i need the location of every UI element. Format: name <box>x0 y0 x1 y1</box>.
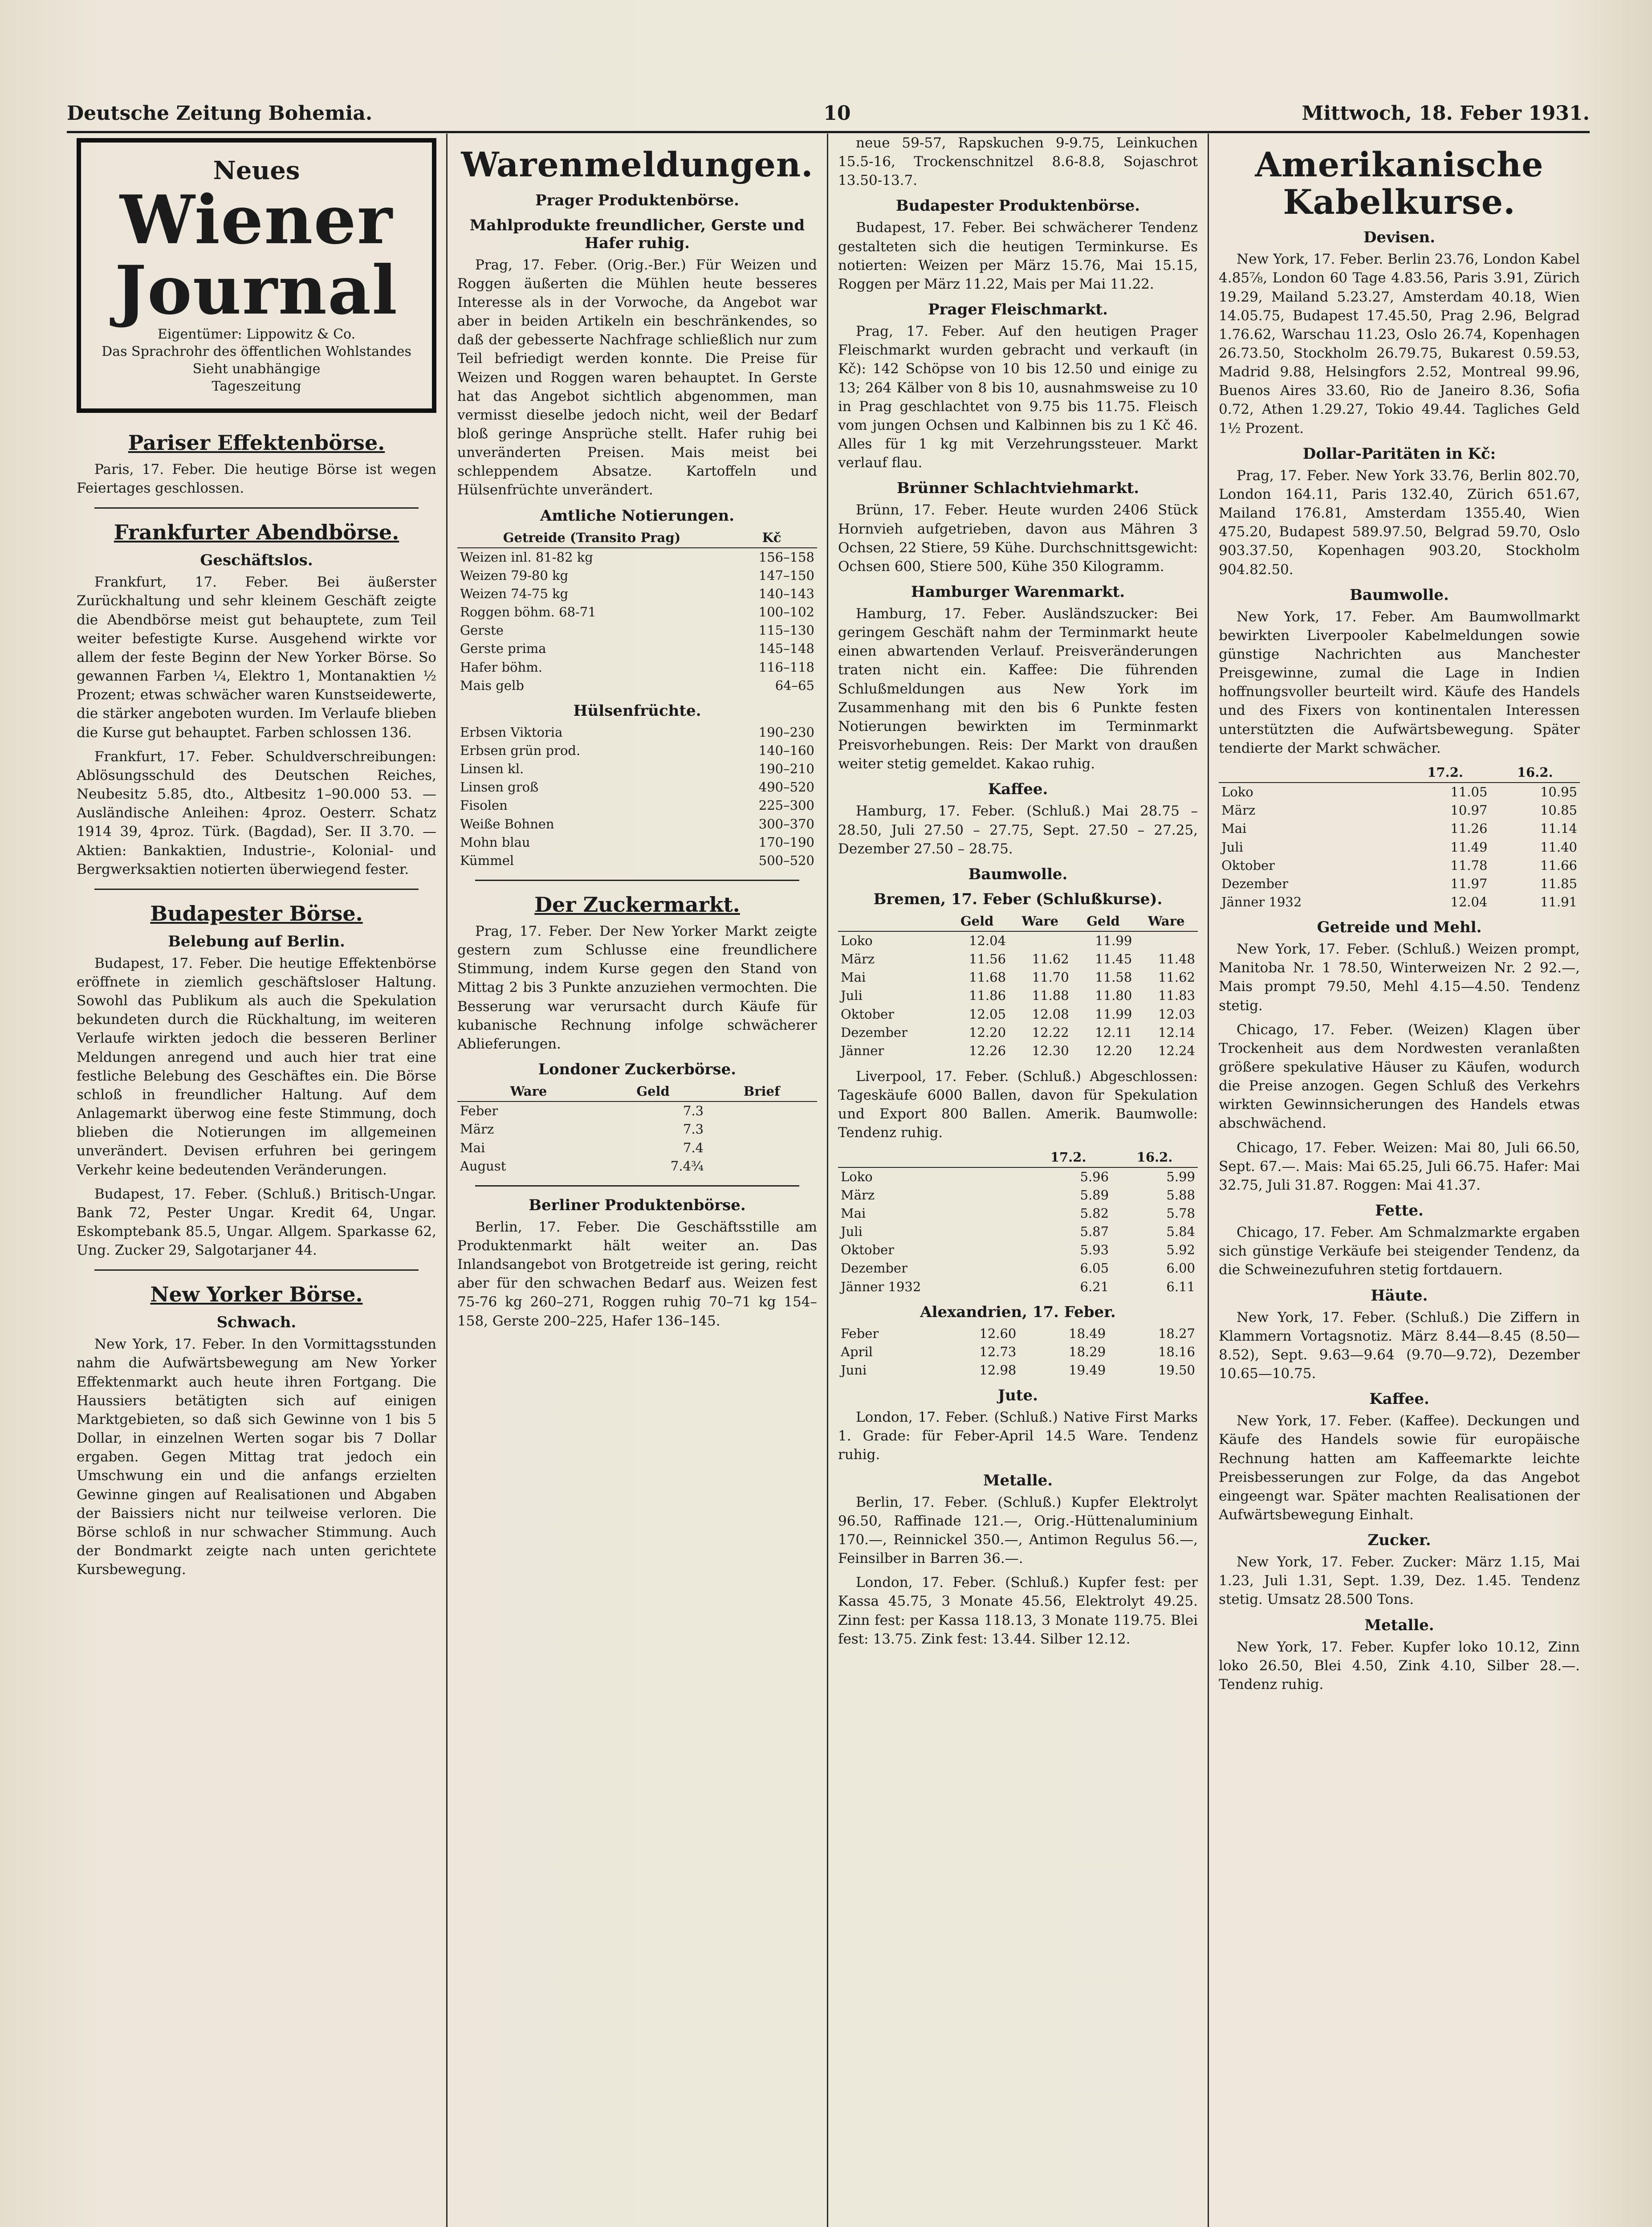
subheading: Bremen, 17. Feber (Schlußkurse). <box>873 890 1163 908</box>
article-text: Berlin, 17. Feber. (Schluß.) Kupfer Elektrolyt 96.50, Raffinade 121.—, Orig.-Hüttenaluminium 170.—, Reinnickel 350.—, Antimon Regulus 56.—, Feinsilber in Barren 36.—. <box>838 1494 1198 1567</box>
table-cell: 18.27 <box>1158 1326 1195 1341</box>
section-heading: Brünner Schlachtviehmarkt. <box>896 479 1139 498</box>
article-text: New York, 17. Feber. Am Baumwollmarkt bewirkten Liverpooler Kabelmeldungen sowie günstige Nachrichten aus Manchester Preisgewinne, zumal die Lage in Indien hoffnungsvoller beurteilt wird. Käufe des Handels und des Fixers von kontinentalen Interessen unterstützten die Aufwärtsbewegung. Später tendierte der Markt schwächer. <box>1219 608 1580 756</box>
table-cell: Loko <box>1221 784 1253 800</box>
table-row <box>1219 783 1580 801</box>
table-header: Brief <box>706 1082 817 1101</box>
table-cell: 500–520 <box>758 852 814 868</box>
table-cell: 170–190 <box>758 834 814 850</box>
column-1 <box>67 134 448 2227</box>
section-heading: Prager Fleischmarkt. <box>928 301 1108 319</box>
article-text: Frankfurt, 17. Feber. Schuldverschreibungen: Ablösungsschuld des Deutschen Reiches, Neubesitz 5.85, dto., Altbesitz 1–90.000 53. — Ausländische Anleihen: 4proz. Oesterr. Schatz 1914 39, 4proz. Türk. (Bagdad), Ser. II 3.70. — Aktien: Bankaktien, Industrie-, Kolonial- und Bergwerksaktien notierten überwiegend fester. <box>77 748 436 877</box>
table-cell: Oktober <box>841 1006 895 1022</box>
table-header: Kč <box>726 528 817 548</box>
article-text: Berlin, 17. Feber. Die Geschäftsstille am Produktenmarkt hält weiter an. Das Inlandsangebot von Brotgetreide ist gering, reicht aber für den schwachen Bedarf aus. Weizen fest 75-76 kg 260–271, Roggen ruhig 70–71 kg 154–158, Gerste 200–225, Hafer 136–145. <box>457 1219 817 1329</box>
table-cell: Erbsen grün prod. <box>460 743 581 759</box>
table-cell: Gerste prima <box>460 641 546 657</box>
table-cell: Erbsen Viktoria <box>460 724 563 740</box>
liverpool-rows <box>838 1167 1198 1296</box>
wiener-journal-ad <box>77 138 436 413</box>
header-page-number: 10 <box>823 102 851 125</box>
section-heading: Jute. <box>998 1387 1038 1405</box>
table-header: Ware <box>1009 912 1072 931</box>
section-heading: Kaffee. <box>988 780 1048 799</box>
section-heading: Der Zuckermarkt. <box>534 893 740 917</box>
section-heading: Prager Produktenbörse. <box>535 191 739 209</box>
table-cell: Linsen kl. <box>460 761 524 777</box>
table-row <box>457 621 817 640</box>
table-row <box>838 1042 1198 1060</box>
table-row <box>1219 838 1580 857</box>
table-row <box>457 1157 817 1175</box>
table-header <box>838 1148 1025 1167</box>
table-cell: 11.99 <box>1095 933 1132 948</box>
table-row <box>838 1005 1198 1024</box>
table-cell: Jänner 1932 <box>841 1279 921 1294</box>
table-cell: 12.30 <box>1032 1043 1069 1058</box>
table-cell: 11.83 <box>1158 988 1195 1003</box>
table-cell: 18.16 <box>1158 1344 1195 1359</box>
table-header: Getreide (Transito Prag) <box>457 528 726 548</box>
table-row <box>457 778 817 796</box>
legume-table <box>457 723 817 870</box>
table-row <box>457 548 817 567</box>
subheading: Alexandrien, 17. Feber. <box>920 1303 1116 1321</box>
table-cell: 19.50 <box>1158 1362 1195 1378</box>
divider <box>94 889 419 890</box>
table-cell: Mai <box>1221 821 1247 836</box>
article-text: Liverpool, 17. Feber. (Schluß.) Abgeschlossen: Tageskäufe 6000 Ballen, davon für Spekulation und Export 800 Ballen. Amerik. Baumwolle: Tendenz ruhig. <box>838 1068 1198 1141</box>
table-row <box>838 1343 1198 1361</box>
article-text: Hamburg, 17. Feber. (Schluß.) Mai 28.75 – 28.50, Juli 27.50 – 27.75, Sept. 27.50 – 27.25, Dezember 27.50 – 28.75. <box>838 803 1198 857</box>
table-cell <box>1135 931 1198 950</box>
table-cell: 12.60 <box>979 1326 1017 1341</box>
table-row <box>457 1139 817 1157</box>
table-cell: Oktober <box>1221 857 1275 873</box>
section-heading: Budapester Börse. <box>150 901 363 926</box>
subheading: Belebung auf Berlin. <box>168 932 345 950</box>
liverpool-table <box>838 1148 1198 1296</box>
table-header: 16.2. <box>1490 763 1580 783</box>
table-row <box>838 1241 1198 1259</box>
table-cell: 7.3 <box>683 1122 704 1137</box>
table-row <box>1219 820 1580 838</box>
table-cell: 10.95 <box>1540 784 1577 800</box>
ad-title: Wiener Journal <box>114 181 399 330</box>
table-cell: 140–143 <box>758 586 814 602</box>
section-heading: Berliner Produktenbörse. <box>529 1196 746 1214</box>
table-cell: 115–130 <box>758 623 814 638</box>
article-text: Prag, 17. Feber. (Orig.-Ber.) Für Weizen und Roggen äußerten die Mühlen heute besseres Interesse als in der Vorwoche, da Angebot war aber in beiden Artikeln ein beschränkendes, so daß der gebesserte Nachfrage schließlich nur zum Teil befriedigt werden konnte. Die Preise für Weizen und Roggen waren behauptet. In Gerste hat das Angebot sichtlich abgenommen, man vermisst dieselbe jedoch nicht, weil der Bedarf bloß geringe Ansprüche stellt. Hafer ruhig bei unveränderten Preisen. Mais meist bei schleppendem Absatze. Kartoffeln und Hülsenfrüchte unverändert. <box>457 257 817 498</box>
article-text: New York, 17. Feber. (Schluß.) Weizen prompt, Manitoba Nr. 1 78.50, Winterweizen Nr. 2 92.—, Mais prompt 79.50, Mehl 4.15—4.50. Tendenz stetig. <box>1219 941 1580 1014</box>
table-row <box>457 658 817 677</box>
column-title: Amerikanische Kabelkurse. <box>1255 145 1544 222</box>
section-heading: Zucker. <box>1367 1531 1431 1550</box>
table-cell: 10.85 <box>1540 803 1577 818</box>
table-cell: 11.26 <box>1450 821 1488 836</box>
article-text: New York, 17. Feber. Kupfer loko 10.12, Zinn loko 26.50, Blei 4.50, Zink 4.10, Silber 28.—. Tendenz ruhig. <box>1219 1639 1580 1693</box>
table-cell: 7.3 <box>683 1103 704 1119</box>
table-header: Geld <box>600 1082 706 1101</box>
cotton-rows <box>1219 783 1580 911</box>
table-cell: 11.97 <box>1450 876 1488 891</box>
table-header: Geld <box>945 912 1009 931</box>
table-cell: 11.70 <box>1032 970 1069 985</box>
table-cell: 11.58 <box>1095 970 1132 985</box>
table-cell: 147–150 <box>758 567 814 583</box>
table-cell: 140–160 <box>758 743 814 759</box>
article-text: Prag, 17. Feber. Auf den heutigen Prager Fleischmarkt wurden gebracht und verkauft (in Kč): 142 Schöpse von 10 bis 12.50 und einige zu 13; 264 Kälber von 8 bis 10, ausnahmsweise zu 10 in Prag geschlachtet von 9.75 bis 11.75. Fleisch vom jungen Ochsen und Kalbinnen bis zu 1 Kč 46. Alles für 1 kg mit Verzehrungssteuer. Markt verlauf flau. <box>838 323 1198 471</box>
subheading: Schwach. <box>216 1313 297 1332</box>
column-2 <box>448 134 828 2227</box>
ad-line: Das Sprachrohr des öffentlichen Wohlstandes <box>102 344 411 359</box>
divider <box>94 1269 419 1271</box>
table-cell: 12.22 <box>1032 1024 1069 1040</box>
table-row <box>1219 857 1580 875</box>
table-row <box>838 1259 1198 1277</box>
table-cell: Jänner 1932 <box>1221 894 1302 910</box>
article-text: Hamburg, 17. Feber. Ausländszucker: Bei geringem Geschäft nahm der Terminmarkt heute einen abwartenden Verlauf. Preisveränderungen traten nicht ein. Kaffee: Die führenden Schlußmeldungen aus New York im Zusammenhang mit den bis 6 Punkte festen Notierungen bewirkten im Terminmarkt Preisvorhebungen. Reis: Der Markt von draußen weiter stetig gemeldet. Kakao ruhig. <box>838 605 1198 772</box>
ad-line: Sieht unabhängige <box>192 361 321 377</box>
table-cell: Feber <box>460 1103 498 1119</box>
table-row <box>838 1361 1198 1379</box>
table-row <box>457 742 817 760</box>
table-cell <box>706 1157 817 1175</box>
table-cell: 5.82 <box>1080 1206 1109 1221</box>
column-4 <box>1209 134 1590 2227</box>
legume-rows <box>457 723 817 870</box>
table-cell: 11.78 <box>1450 857 1488 873</box>
table-cell: 190–230 <box>758 724 814 740</box>
table-cell: Gerste <box>460 623 504 638</box>
table-cell: 156–158 <box>758 549 814 565</box>
table-cell: 5.93 <box>1080 1242 1109 1258</box>
section-heading: Budapester Produktenbörse. <box>895 197 1140 215</box>
article-text: Brünn, 17. Feber. Heute wurden 2406 Stück Hornvieh aufgetrieben, davon aus Mähren 3 Ochsen, 22 Stiere, 59 Kühe. Durchschnittsgewicht: Ochsen 600, Stiere 500, Kühe 350 Kilogramm. <box>838 502 1198 575</box>
table-cell: 18.29 <box>1069 1344 1106 1359</box>
article-text: Chicago, 17. Feber. (Weizen) Klagen über Trockenheit aus dem Nordwesten veranlaßten größere spekulative Häuser zu Käufen, wodurch die Preise anzogen. Gegen Schluß des Verkehrs wirkten Gewinnsicherungen des Handels etwas abschwächend. <box>1219 1021 1580 1132</box>
table-cell: Fisolen <box>460 798 508 813</box>
table-cell: 5.84 <box>1166 1224 1195 1240</box>
table-cell: Dezember <box>841 1024 907 1040</box>
article-text: Budapest, 17. Feber. Bei schwächerer Tendenz gestalteten sich die heutigen Terminkurse. Es notierten: Weizen per März 15.76, Mai 15.15, Roggen per März 11.22, Mais per Mai 11.22. <box>838 220 1198 292</box>
table-cell: Weizen 79-80 kg <box>460 567 569 583</box>
table-cell: Oktober <box>841 1242 895 1258</box>
table-cell: Feber <box>841 1326 879 1341</box>
table-cell: Linsen groß <box>460 779 539 795</box>
table-cell: 5.96 <box>1080 1169 1109 1184</box>
table-row <box>838 1278 1198 1296</box>
column-3 <box>828 134 1209 2227</box>
table-cell: Jänner <box>841 1043 884 1058</box>
article-text: London, 17. Feber. (Schluß.) Native First Marks 1. Grade: für Feber-April 14.5 Ware. Tendenz ruhig. <box>838 1409 1198 1463</box>
section-heading: Getreide und Mehl. <box>1317 918 1482 937</box>
table-cell: 5.99 <box>1166 1169 1195 1184</box>
table-header: 17.2. <box>1025 1148 1111 1167</box>
table-cell: Mais gelb <box>460 677 524 693</box>
table-header <box>838 912 945 931</box>
table-row <box>838 1325 1198 1343</box>
table-cell: 5.78 <box>1166 1206 1195 1221</box>
section-heading: Metalle. <box>983 1471 1053 1489</box>
section-heading: Devisen. <box>1363 228 1436 247</box>
table-cell: 11.62 <box>1032 951 1069 967</box>
columns <box>67 134 1590 2227</box>
table-row <box>838 1024 1198 1042</box>
table-cell: Mai <box>460 1140 485 1155</box>
table-row <box>1219 875 1580 893</box>
table-row <box>457 833 817 852</box>
table-cell: 11.99 <box>1095 1006 1132 1022</box>
article-text: London, 17. Feber. (Schluß.) Kupfer fest: per Kassa 45.75, 3 Monate 45.56, Elektrolyt 49.25. Zinn fest: per Kassa 118.13, 3 Monate 119.75. Blei fest: 13.75. Zink fest: 13.44. Silber 12.12. <box>838 1574 1198 1647</box>
table-cell: 12.05 <box>969 1006 1006 1022</box>
table-cell <box>706 1139 817 1157</box>
section-heading: Pariser Effektenbörse. <box>128 431 385 455</box>
table-row <box>457 1101 817 1120</box>
table-cell: Juli <box>841 988 863 1003</box>
table-cell <box>1009 931 1072 950</box>
table-cell: Juni <box>841 1362 867 1378</box>
table-row <box>838 1186 1198 1204</box>
table-cell: 12.04 <box>969 933 1006 948</box>
table-cell: März <box>841 951 875 967</box>
london-rows <box>457 1101 817 1175</box>
table-cell: Dezember <box>1221 876 1288 891</box>
table-cell: 7.4 <box>683 1140 704 1155</box>
ad-line: Tageszeitung <box>212 379 301 394</box>
table-header: 16.2. <box>1111 1148 1198 1167</box>
table-row <box>457 852 817 870</box>
article-text: Budapest, 17. Feber. (Schluß.) Britisch-Ungar. Bank 72, Pester Ungar. Kredit 64, Ungar. Eskomptebank 85.5, Ungar. Allgem. Sparkasse 62, Ung. Zucker 29, Salgotarjaner 44. <box>77 1186 436 1259</box>
table-cell: 12.20 <box>1095 1043 1132 1058</box>
table-cell: Hafer böhm. <box>460 659 542 675</box>
divider <box>94 507 419 509</box>
table-row <box>838 931 1198 950</box>
table-cell: 300–370 <box>758 816 814 832</box>
table-cell: 11.05 <box>1450 784 1488 800</box>
article-text: Budapest, 17. Feber. Die heutige Effektenbörse eröffnete in ziemlich geschäftsloser Haltung. Sowohl das Publikum als auch die Spekulation bekundeten durch die Rückhaltung, im weiteren Verlaufe wirkten jedoch die besseren Berliner Meldungen anregend und auch hier trat eine festliche Belebung des Geschäftes ein. Die Börse schloß in freundlicher Haltung. Auf dem Anlagemarkt überwog eine feste Stimmung, doch blieben die Notierungen im allgemeinen unverändert. Devisen erfuhren bei geringem Verkehr keine bedeutenden Veränderungen. <box>77 955 436 1178</box>
table-cell: August <box>460 1158 506 1174</box>
ad-owner: Eigentümer: Lippowitz & Co. <box>157 326 356 342</box>
table-cell: 12.08 <box>1032 1006 1069 1022</box>
table-cell: 11.80 <box>1095 988 1132 1003</box>
alexandria-rows <box>838 1325 1198 1379</box>
table-cell: 12.24 <box>1158 1043 1195 1058</box>
table-cell: Weiße Bohnen <box>460 816 554 832</box>
table-row <box>457 585 817 603</box>
table-cell: 12.11 <box>1095 1024 1132 1040</box>
section-heading: Häute. <box>1371 1286 1428 1305</box>
section-heading: Dollar-Paritäten in Kč: <box>1302 445 1496 463</box>
table-cell: März <box>460 1122 494 1137</box>
table-cell: Weizen inl. 81-82 kg <box>460 549 593 565</box>
table-cell: 12.04 <box>1450 894 1488 910</box>
table-cell: Juli <box>1221 839 1243 855</box>
table-row <box>838 987 1198 1005</box>
section-heading: Londoner Zuckerbörse. <box>538 1060 736 1079</box>
table-cell: 11.88 <box>1032 988 1069 1003</box>
table-header: Ware <box>457 1082 600 1101</box>
header-newspaper-name: Deutsche Zeitung Bohemia. <box>67 102 373 125</box>
table-row <box>838 968 1198 987</box>
table-row <box>838 950 1198 968</box>
section-heading: Kaffee. <box>1369 1390 1429 1408</box>
table-header <box>1219 763 1400 783</box>
table-cell: 12.03 <box>1158 1006 1195 1022</box>
table-cell: 11.45 <box>1095 951 1132 967</box>
table-cell: 11.56 <box>969 951 1006 967</box>
table-cell: 11.49 <box>1450 839 1488 855</box>
table-cell: Mohn blau <box>460 834 530 850</box>
table-row <box>457 796 817 815</box>
table-cell: 10.97 <box>1450 803 1488 818</box>
table-row <box>457 677 817 695</box>
table-row <box>838 1204 1198 1223</box>
table-cell: 12.73 <box>979 1344 1017 1359</box>
table-cell: Roggen böhm. 68-71 <box>460 604 596 620</box>
article-text: New York, 17. Feber. Berlin 23.76, London Kabel 4.85⅞, London 60 Tage 4.83.56, Paris 3.91, Zürich 19.29, Mailand 5.23.27, Amsterdam 40.18, Wien 14.05.75, Budapest 17.45.50, Prag 2.96, Belgrad 1.76.62, Warschau 11.23, Oslo 26.74, Kopenhagen 26.73.50, Stockholm 26.79.75, Bukarest 0.59.53, Madrid 9.88, Helsingfors 2.52, Montreal 99.96, Buenos Aires 33.60, Rio de Janeiro 8.36, Sofia 0.72, Athen 1.29.27, Tokio 49.44. Tagliches Geld 1½ Prozent. <box>1219 251 1580 436</box>
grain-table <box>457 528 817 695</box>
article-text: Frankfurt, 17. Feber. Bei äußerster Zurückhaltung und sehr kleinem Geschäft zeigte die Abendbörse meist gut behauptete, zum Teil weiter befestigte Kurse. Ausgehend wirkte vor allem der feste Beginn der New Yorker Börse. So gewannen Farben ¼, Elektro 1, Montanaktien ½ Prozent; etwas schwächer waren Kunstseidewerte, die stärker angeboten wurden. Im Verlaufe blieben die Kurse gut behauptet. Farben schlossen 136. <box>77 574 436 741</box>
table-cell: Loko <box>841 1169 873 1184</box>
table-cell: 12.26 <box>969 1043 1006 1058</box>
table-cell: 18.49 <box>1069 1326 1106 1341</box>
table-cell: 11.62 <box>1158 970 1195 985</box>
section-heading: New Yorker Börse. <box>150 1282 363 1307</box>
article-text: New York, 17. Feber. (Schluß.) Die Ziffern in Klammern Vortagsnotiz. März 8.44—8.45 (8.50—8.52), Sept. 9.63—9.64 (9.70—9.72), Dezember 10.65—10.75. <box>1219 1309 1580 1382</box>
section-heading: Hülsenfrüchte. <box>573 702 701 720</box>
table-cell: 12.14 <box>1158 1024 1195 1040</box>
section-heading: Baumwolle. <box>1350 586 1449 604</box>
table-cell: März <box>841 1187 875 1203</box>
table-cell: 6.11 <box>1166 1279 1195 1294</box>
table-cell: Dezember <box>841 1260 907 1276</box>
divider <box>475 1185 799 1187</box>
table-cell: Kümmel <box>460 852 514 868</box>
table-cell: Mai <box>841 970 866 985</box>
table-cell: 5.88 <box>1166 1187 1195 1203</box>
table-row <box>457 567 817 585</box>
section-heading: Fette. <box>1375 1202 1424 1220</box>
grain-rows <box>457 548 817 695</box>
table-header: Geld <box>1072 912 1135 931</box>
table-cell: 145–148 <box>758 641 814 657</box>
table-cell <box>706 1120 817 1138</box>
section-heading: Hamburger Warenmarkt. <box>911 583 1125 601</box>
table-row <box>457 760 817 778</box>
table-header: Ware <box>1135 912 1198 931</box>
table-cell: 5.89 <box>1080 1187 1109 1203</box>
table-cell: 11.66 <box>1540 857 1577 873</box>
article-text: New York, 17. Feber. In den Vormittagsstunden nahm die Aufwärtsbewegung am New Yorker Effektenmarkt auch heute ihren Fortgang. Die Haussiers betätigten sich auf einigen Marktgebieten, so daß sich Gewinne von 1 bis 5 Dollar, in einzelnen Werten sogar bis 7 Dollar ergaben. Gegen Mittag trat jedoch ein Umschwung ein und die anfangs erzielten Gewinne gingen auf Realisationen und Abgaben der Baissiers nicht nur teilweise verloren. Die Börse schloß in nur schwacher Stimmung. Auch der Bondmarkt zeigte nach unten gerichtete Kursbewegung. <box>77 1336 436 1578</box>
table-row <box>457 1120 817 1138</box>
table-cell: 7.4¾ <box>670 1158 704 1174</box>
table-row <box>1219 893 1580 911</box>
table-cell: 11.68 <box>969 970 1006 985</box>
ad-top: Neues <box>213 156 300 185</box>
table-cell: 116–118 <box>758 659 814 675</box>
table-cell: 11.40 <box>1540 839 1577 855</box>
article-text: Prag, 17. Feber. Der New Yorker Markt zeigte gestern zum Schlusse eine freundlichere Stimmung, indem Kurse gegen den Stand von Mittag 2 bis 3 Punkte anzuziehen vermochten. Die Besserung war verursacht durch Käufe für kubanische Rechnung infolge schwächerer Ablieferungen. <box>457 923 817 1052</box>
table-cell: 190–210 <box>758 761 814 777</box>
section-heading: Baumwolle. <box>968 865 1068 883</box>
table-cell: Juli <box>841 1224 863 1240</box>
table-cell: 6.05 <box>1080 1260 1109 1276</box>
divider <box>475 880 799 881</box>
article-text: New York, 17. Feber. (Kaffee). Deckungen und Käufe des Handels sowie für europäische Rechnung hatten am Kaffeemarkte leichte Preisbesserungen zur Folge, da das Angebot eingeengt war. Später machten Realisationen der Aufwärtsbewegung Einhalt. <box>1219 1413 1580 1523</box>
article-text: Paris, 17. Feber. Die heutige Börse ist wegen Feiertages geschlossen. <box>77 461 436 497</box>
table-cell: 11.91 <box>1540 894 1577 910</box>
table-cell: 12.20 <box>969 1024 1006 1040</box>
table-cell: März <box>1221 803 1256 818</box>
table-cell: Loko <box>841 933 873 948</box>
table-row <box>457 603 817 621</box>
article-text: New York, 17. Feber. Zucker: März 1.15, Mai 1.23, Juli 1.31, Sept. 1.39, Dez. 1.45. Tendenz stetig. Umsatz 28.500 Tons. <box>1219 1554 1580 1608</box>
alexandria-table <box>838 1325 1198 1379</box>
article-text: Chicago, 17. Feber. Am Schmalzmarkte ergaben sich günstige Verkäufe bei steigender Tendenz, da die Schweinezufuhren stetig fortdauern. <box>1219 1224 1580 1278</box>
table-cell: 12.98 <box>979 1362 1017 1378</box>
subheading: Geschäftslos. <box>200 551 313 570</box>
table-cell <box>706 1101 817 1120</box>
table-cell: 100–102 <box>758 604 814 620</box>
section-heading: Amtliche Notierungen. <box>540 506 735 525</box>
table-row <box>838 1223 1198 1241</box>
london-sugar-table <box>457 1082 817 1175</box>
table-cell: April <box>841 1344 873 1359</box>
table-cell: 5.92 <box>1166 1242 1195 1258</box>
bremen-rows <box>838 931 1198 1060</box>
table-cell: 6.00 <box>1166 1260 1195 1276</box>
table-row <box>1219 801 1580 820</box>
cotton-table <box>1219 763 1580 911</box>
table-cell: 11.48 <box>1158 951 1195 967</box>
table-row <box>457 640 817 658</box>
table-cell: 11.86 <box>969 988 1006 1003</box>
table-cell: 6.21 <box>1080 1279 1109 1294</box>
table-cell: 5.87 <box>1080 1224 1109 1240</box>
subheading: Mahlprodukte freundlicher, Gerste und Hafer ruhig. <box>469 216 805 252</box>
section-heading: Metalle. <box>1364 1616 1434 1634</box>
table-row <box>838 1167 1198 1186</box>
table-cell: 64–65 <box>775 677 814 693</box>
article-text: neue 59-57, Rapskuchen 9-9.75, Leinkuchen 15.5-16, Trockenschnitzel 8.6-8.8, Sojaschrot 13.50-13.7. <box>838 135 1198 189</box>
table-header: 17.2. <box>1400 763 1490 783</box>
article-text: Prag, 17. Feber. New York 33.76, Berlin 802.70, London 164.11, Paris 132.40, Zürich 651.67, Mailand 176.81, Amsterdam 1355.40, Wien 475.20, Budapest 589.97.50, Belgrad 59.70, Oslo 903.37.50, Kopenhagen 903.20, Stockholm 904.82.50. <box>1219 467 1580 578</box>
bremen-table <box>838 912 1198 1060</box>
section-heading: Frankfurter Abendbörse. <box>114 520 399 545</box>
table-cell: 490–520 <box>758 779 814 795</box>
column-title: Warenmeldungen. <box>461 145 814 184</box>
table-cell: 19.49 <box>1069 1362 1106 1378</box>
article-text: Chicago, 17. Feber. Weizen: Mai 80, Juli 66.50, Sept. 67.—. Mais: Mai 65.25, Juli 66.75. Hafer: Mai 32.75, Juli 31.87. Roggen: Mai 41.37. <box>1219 1139 1580 1193</box>
table-row <box>457 723 817 742</box>
table-cell: Mai <box>841 1206 866 1221</box>
table-cell: 11.85 <box>1540 876 1577 891</box>
table-cell: 225–300 <box>758 798 814 813</box>
header-date: Mittwoch, 18. Feber 1931. <box>1302 102 1590 125</box>
page-header <box>67 85 1590 133</box>
table-cell: 11.14 <box>1540 821 1577 836</box>
table-cell: Weizen 74-75 kg <box>460 586 569 602</box>
table-row <box>457 815 817 833</box>
